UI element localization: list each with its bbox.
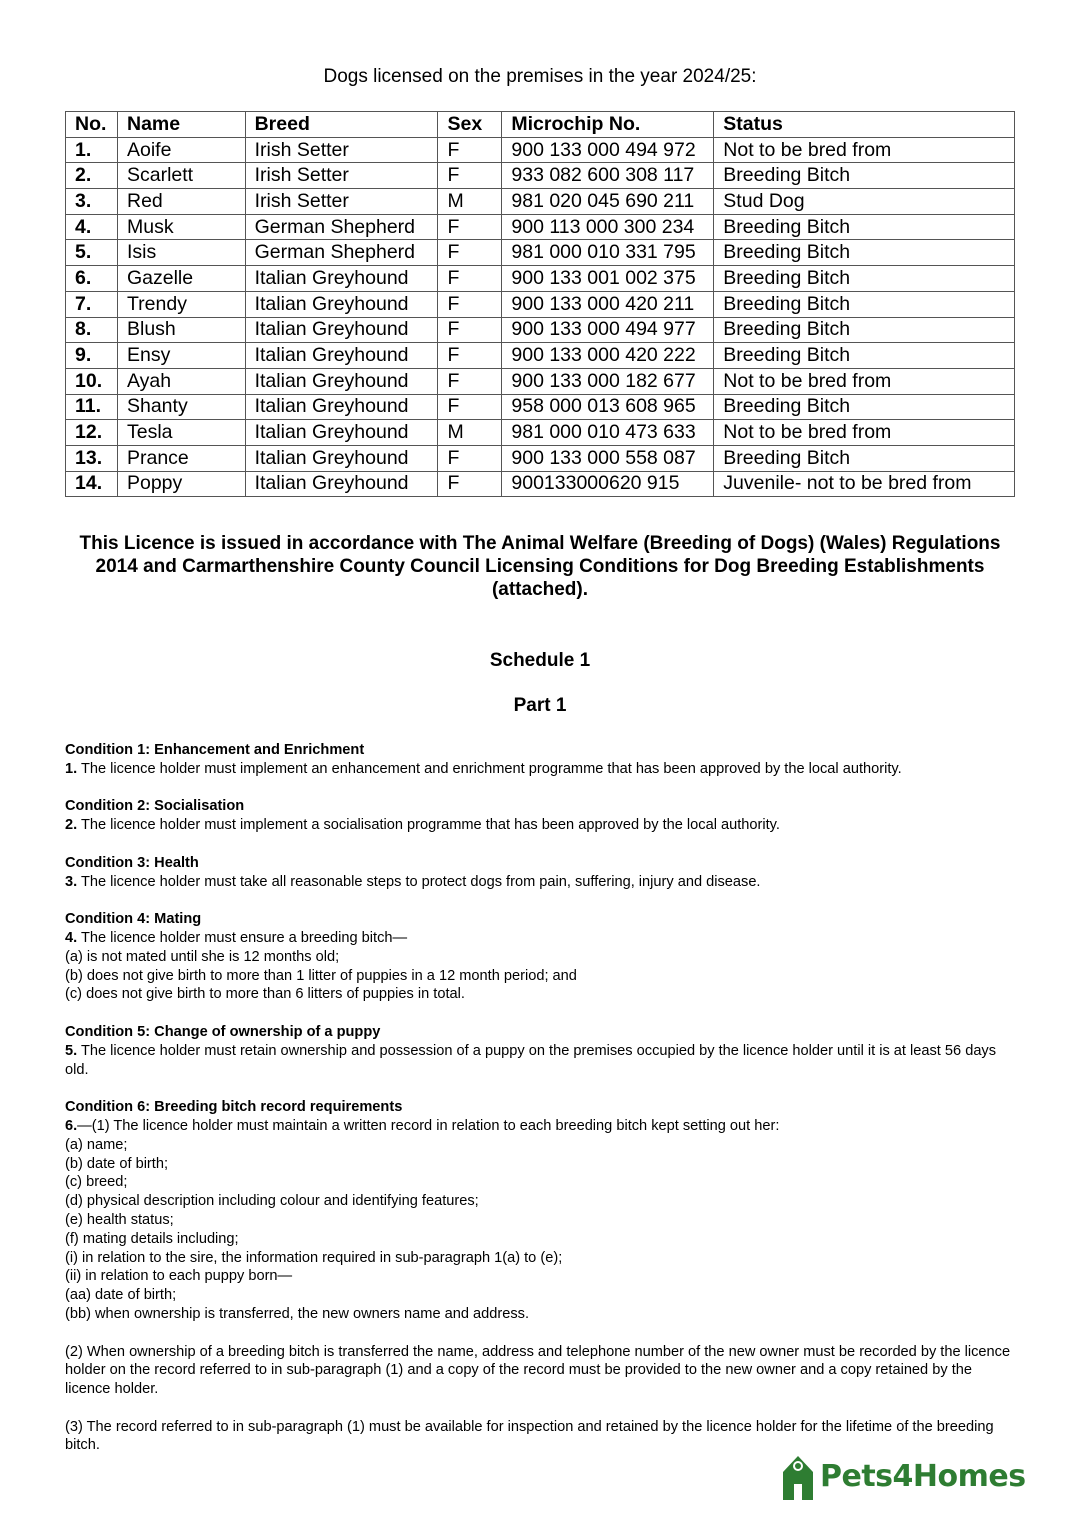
- table-cell: Not to be bred from: [714, 137, 1015, 163]
- condition-paragraph: (2) When ownership of a breeding bitch is transferred the name, address and telephone number of the new owner must be recorded by the licence holder on the record referred to in sub-paragraph (1) and a copy of the record must be provided to the new owner and a copy retained by the licence holder.: [65, 1343, 1011, 1398]
- table-cell: Blush: [117, 317, 245, 343]
- table-cell: Not to be bred from: [714, 420, 1015, 446]
- table-cell: Musk: [117, 214, 245, 240]
- table-cell: F: [438, 394, 502, 420]
- condition-line: (ii) in relation to each puppy born—: [65, 1268, 293, 1285]
- table-cell: Italian Greyhound: [245, 394, 438, 420]
- table-cell: F: [438, 368, 502, 394]
- condition-text: 2. The licence holder must implement a socialisation programme that has been approved by the local authority.: [65, 817, 780, 834]
- condition-text: 5. The licence holder must retain ownership and possession of a puppy on the premises occupied by the licence holder until it is at least 56 days old.: [65, 1042, 997, 1078]
- table-cell: F: [438, 163, 502, 189]
- table-cell: 4.: [66, 214, 118, 240]
- table-cell: F: [438, 240, 502, 266]
- condition-line: (bb) when ownership is transferred, the new owners name and address.: [65, 1305, 529, 1322]
- table-cell: Not to be bred from: [714, 368, 1015, 394]
- table-cell: F: [438, 317, 502, 343]
- table-cell: Italian Greyhound: [245, 317, 438, 343]
- part-heading: Part 1: [513, 695, 567, 716]
- table-cell: F: [438, 214, 502, 240]
- table-cell: Breeding Bitch: [714, 317, 1015, 343]
- table-cell: 900 133 000 420 211: [502, 291, 714, 317]
- condition-line: (c) does not give birth to more than 6 litters of puppies in total.: [65, 986, 465, 1003]
- table-cell: M: [438, 420, 502, 446]
- condition-text: 3. The licence holder must take all reasonable steps to protect dogs from pain, suffering, injury and disease.: [65, 873, 761, 890]
- table-cell: Breeding Bitch: [714, 291, 1015, 317]
- table-cell: 933 082 600 308 117: [502, 163, 714, 189]
- table-cell: F: [438, 266, 502, 292]
- table-cell: 900 133 000 494 977: [502, 317, 714, 343]
- table-cell: 981 000 010 331 795: [502, 240, 714, 266]
- table-cell: Breeding Bitch: [714, 240, 1015, 266]
- condition-3: [65, 854, 1020, 892]
- table-cell: M: [438, 189, 502, 215]
- table-row: [66, 189, 1015, 215]
- house-dog-icon: [780, 1452, 816, 1502]
- condition-text: 6.—(1) The licence holder must maintain a written record in relation to each breeding bitch kept setting out her:: [65, 1117, 780, 1134]
- table-cell: 2.: [66, 163, 118, 189]
- table-cell: Ayah: [117, 368, 245, 394]
- table-row: [66, 445, 1015, 471]
- table-cell: 11.: [66, 394, 118, 420]
- table-row: [66, 214, 1015, 240]
- table-cell: 981 000 010 473 633: [502, 420, 714, 446]
- table-cell: 13.: [66, 445, 118, 471]
- table-cell: F: [438, 445, 502, 471]
- condition-line: (b) does not give birth to more than 1 litter of puppies in a 12 month period; and: [65, 967, 577, 984]
- table-row: [66, 266, 1015, 292]
- table-cell: F: [438, 291, 502, 317]
- table-cell: F: [438, 471, 502, 497]
- table-cell: Aoife: [117, 137, 245, 163]
- condition-line: (a) name;: [65, 1136, 128, 1153]
- table-cell: Italian Greyhound: [245, 291, 438, 317]
- condition-5: [65, 1023, 1020, 1079]
- table-cell: 981 020 045 690 211: [502, 189, 714, 215]
- condition-paragraph: (3) The record referred to in sub-paragraph (1) must be available for inspection and retained by the licence holder for the lifetime of the breeding bitch.: [65, 1418, 994, 1454]
- table-cell: German Shepherd: [245, 240, 438, 266]
- table-row: [66, 291, 1015, 317]
- schedule-heading: Schedule 1: [489, 650, 591, 671]
- table-row: [66, 163, 1015, 189]
- table-cell: Breeding Bitch: [714, 445, 1015, 471]
- table-cell: Shanty: [117, 394, 245, 420]
- table-cell: Stud Dog: [714, 189, 1015, 215]
- condition-title: Condition 5: Change of ownership of a puppy: [65, 1023, 381, 1040]
- table-cell: 958 000 013 608 965: [502, 394, 714, 420]
- table-cell: Ensy: [117, 343, 245, 369]
- table-cell: 900 133 000 182 677: [502, 368, 714, 394]
- condition-6: [65, 1098, 1020, 1455]
- table-cell: Italian Greyhound: [245, 420, 438, 446]
- table-cell: 1.: [66, 137, 118, 163]
- condition-title: Condition 1: Enhancement and Enrichment: [65, 742, 365, 758]
- column-header: Breed: [245, 112, 438, 138]
- table-cell: Breeding Bitch: [714, 214, 1015, 240]
- table-cell: Isis: [117, 240, 245, 266]
- table-body: [66, 137, 1015, 497]
- dogs-table: [65, 111, 1015, 497]
- table-cell: 7.: [66, 291, 118, 317]
- column-header: Microchip No.: [502, 112, 714, 138]
- table-cell: Prance: [117, 445, 245, 471]
- table-cell: 9.: [66, 343, 118, 369]
- table-header-row: [66, 112, 1015, 138]
- condition-line: (d) physical description including colour and identifying features;: [65, 1193, 479, 1210]
- table-cell: 6.: [66, 266, 118, 292]
- table-row: [66, 420, 1015, 446]
- column-header: Status: [714, 112, 1015, 138]
- table-cell: Breeding Bitch: [714, 163, 1015, 189]
- table-cell: Breeding Bitch: [714, 266, 1015, 292]
- table-cell: Italian Greyhound: [245, 471, 438, 497]
- table-row: [66, 240, 1015, 266]
- logo-text: Pets4Homes: [820, 1459, 1026, 1494]
- table-cell: 12.: [66, 420, 118, 446]
- table-cell: 900133000620 915: [502, 471, 714, 497]
- table-cell: Italian Greyhound: [245, 266, 438, 292]
- page-title: Dogs licensed on the premises in the year 2024/25:: [323, 66, 757, 87]
- column-header: No.: [66, 112, 118, 138]
- table-cell: Italian Greyhound: [245, 445, 438, 471]
- licence-statement: This Licence is issued in accordance with The Animal Welfare (Breeding of Dogs) (Wales) Regulations 2014 and Carmarthenshire County Council Licensing Conditions for Dog Breeding Establishments (attached).: [79, 533, 1001, 600]
- table-cell: Italian Greyhound: [245, 368, 438, 394]
- condition-4: [65, 910, 1020, 1004]
- table-row: [66, 343, 1015, 369]
- table-cell: Gazelle: [117, 266, 245, 292]
- table-row: [66, 368, 1015, 394]
- table-cell: 14.: [66, 471, 118, 497]
- column-header: Sex: [438, 112, 502, 138]
- condition-text: 4. The licence holder must ensure a breeding bitch—: [65, 929, 408, 946]
- condition-title: Condition 3: Health: [65, 854, 199, 871]
- condition-line: (a) is not mated until she is 12 months old;: [65, 948, 340, 965]
- condition-line: (aa) date of birth;: [65, 1287, 177, 1304]
- table-cell: 10.: [66, 368, 118, 394]
- table-cell: Juvenile- not to be bred from: [714, 471, 1015, 497]
- table-cell: 900 133 000 494 972: [502, 137, 714, 163]
- table-cell: F: [438, 137, 502, 163]
- column-header: Name: [117, 112, 245, 138]
- table-cell: F: [438, 343, 502, 369]
- table-cell: 900 133 000 420 222: [502, 343, 714, 369]
- condition-2: [65, 797, 1020, 835]
- condition-1: [65, 741, 1020, 779]
- table-cell: 900 113 000 300 234: [502, 214, 714, 240]
- condition-line: (i) in relation to the sire, the information required in sub-paragraph 1(a) to (e);: [65, 1249, 563, 1266]
- condition-line: (c) breed;: [65, 1174, 128, 1191]
- table-cell: Italian Greyhound: [245, 343, 438, 369]
- table-row: [66, 471, 1015, 497]
- table-cell: 900 133 001 002 375: [502, 266, 714, 292]
- pets4homes-logo: [780, 1452, 1035, 1504]
- table-row: [66, 137, 1015, 163]
- table-cell: Breeding Bitch: [714, 394, 1015, 420]
- table-cell: Breeding Bitch: [714, 343, 1015, 369]
- table-cell: Irish Setter: [245, 163, 438, 189]
- table-cell: Scarlett: [117, 163, 245, 189]
- conditions-list: [65, 741, 1020, 1474]
- condition-text: 1. The licence holder must implement an enhancement and enrichment programme that has been approved by the local authority.: [65, 760, 902, 777]
- table-cell: Trendy: [117, 291, 245, 317]
- condition-line: (f) mating details including;: [65, 1230, 239, 1247]
- table-row: [66, 317, 1015, 343]
- table-cell: Red: [117, 189, 245, 215]
- table-cell: 900 133 000 558 087: [502, 445, 714, 471]
- table-row: [66, 394, 1015, 420]
- condition-line: (b) date of birth;: [65, 1155, 169, 1172]
- condition-title: Condition 2: Socialisation: [65, 798, 245, 815]
- condition-title: Condition 6: Breeding bitch record requirements: [65, 1099, 403, 1116]
- table-cell: 3.: [66, 189, 118, 215]
- table-cell: Irish Setter: [245, 189, 438, 215]
- condition-title: Condition 4: Mating: [65, 911, 202, 928]
- table-cell: Irish Setter: [245, 137, 438, 163]
- table-cell: Tesla: [117, 420, 245, 446]
- table-cell: Poppy: [117, 471, 245, 497]
- condition-line: (e) health status;: [65, 1211, 174, 1228]
- table-cell: 5.: [66, 240, 118, 266]
- table-cell: German Shepherd: [245, 214, 438, 240]
- table-cell: 8.: [66, 317, 118, 343]
